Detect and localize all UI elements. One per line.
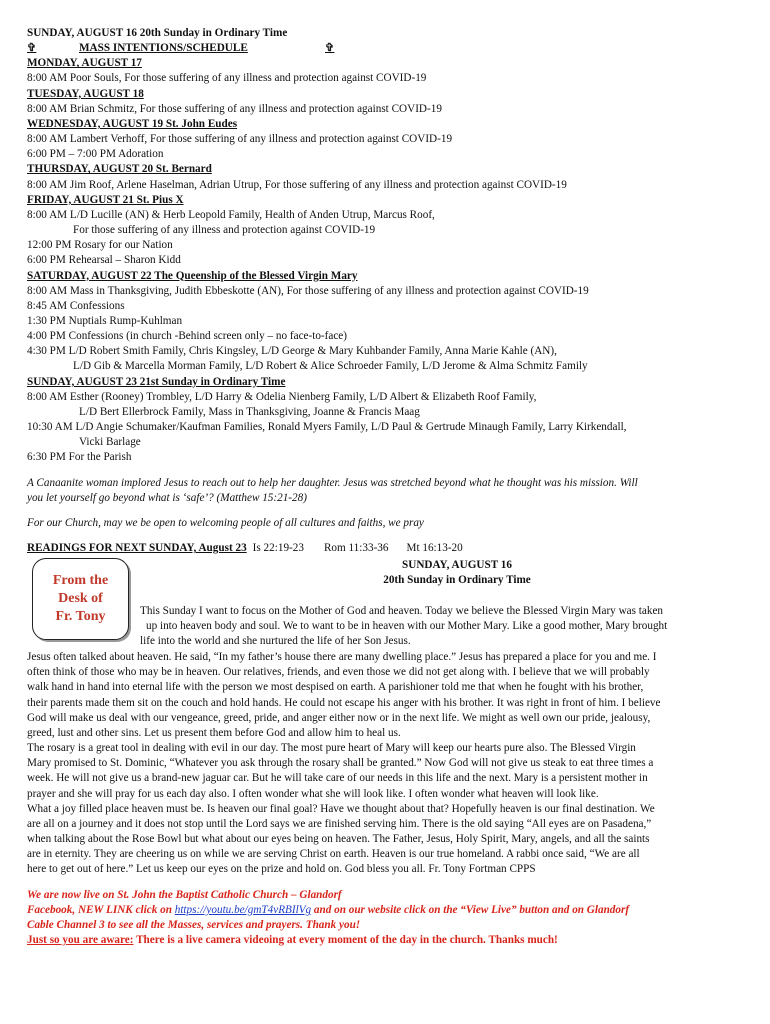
reading-ref: Mt 16:13-20: [406, 542, 463, 554]
reading-ref: Rom 11:33-36: [323, 542, 389, 554]
day-heading: MONDAY, AUGUST 17: [27, 57, 142, 70]
schedule-line: 4:30 PM L/D Robert Smith Family, Chris Kingsley, L/D George & Mary Kuhbander Family, Anna Marie Kahle (AN),: [27, 345, 557, 358]
schedule-line: L/D Gib & Marcella Morman Family, L/D Robert & Alice Schroeder Family, L/D Jerome & Alma Schmitz Family: [73, 360, 588, 373]
day-heading: TUESDAY, AUGUST 18: [27, 87, 144, 100]
reading-ref: Is 22:19-23: [252, 542, 304, 554]
schedule-title: SUNDAY, AUGUST 16 20th Sunday in Ordinary Time: [27, 27, 288, 39]
day-heading: THURSDAY, AUGUST 20 St. Bernard: [27, 163, 212, 176]
schedule-line: 8:00 AM L/D Lucille (AN) & Herb Leopold Family, Health of Anden Utrup, Marcus Roof,: [27, 208, 435, 221]
camera-notice: Just so you are aware: There is a live camera videoing at every moment of the day in the church. Thanks much!: [27, 933, 558, 946]
bulletin-page: [27, 26, 745, 948]
from-the-desk-box: From the Desk of Fr. Tony: [32, 558, 129, 640]
schedule-line: 8:00 AM Mass in Thanksgiving, Judith Ebbeskotte (AN), For those suffering of any illness and protection against COVID-19: [27, 284, 589, 297]
desk-intro: This Sunday I want to focus on the Mother of God and heaven. Today we believe the Blessed Virgin Mary was taken up into heaven body and soul. We to want to be in heaven with our Mother Mary. Like a good mother, Mary brought life into the world and she nurtured the life of her Son Jesus.: [140, 605, 668, 648]
cross-icon: ✞: [27, 42, 37, 55]
live-notice: Facebook, NEW LINK click on https://youtu.be/gmT4vRBIlVg and on our website click on the “View Live” button and on Glandorf: [27, 903, 630, 916]
desk-section: [27, 556, 745, 656]
schedule-line: 6:00 PM Rehearsal – Sharon Kidd: [27, 254, 181, 267]
mass-intentions-heading: ✞ MASS INTENTIONS/SCHEDULE ✞: [27, 41, 337, 56]
schedule-line: 8:45 AM Confessions: [27, 299, 125, 312]
schedule-line: 8:00 AM Esther (Rooney) Trombley, L/D Harry & Odelia Nienberg Family, L/D Albert & Elizabeth Roof Family,: [27, 390, 537, 403]
schedule-line: 8:00 AM Jim Roof, Arlene Haselman, Adrian Utrup, For those suffering of any illness and protection against COVID-19: [27, 178, 567, 191]
schedule-line: 12:00 PM Rosary for our Nation: [27, 239, 173, 252]
cross-icon: ✞: [325, 42, 335, 55]
day-heading: SATURDAY, AUGUST 22 The Queenship of the Blessed Virgin Mary: [27, 269, 358, 282]
live-notice: We are now live on St. John the Baptist Catholic Church – Glandorf: [27, 888, 342, 901]
schedule-line: 6:30 PM For the Parish: [27, 451, 132, 464]
readings-line: [27, 541, 745, 556]
schedule-line: 6:00 PM – 7:00 PM Adoration: [27, 148, 164, 161]
prayer-text: For our Church, may we be open to welcoming people of all cultures and faiths, we pray: [27, 516, 424, 529]
day-heading: SUNDAY, AUGUST 23 21st Sunday in Ordinary Time: [27, 375, 286, 388]
desk-body: Jesus often talked about heaven. He said, “In my father’s house there are many dwelling place.” Jesus has prepared a place for you and me. I often think of those who may be in heaven. Our relatives, friends, and even those we did not get along with. I believe that we will probably walk hand in hand into eternal life with the person we most despised on earth. A parishioner told me that when he fought with his brother, their parents made them sit on the couch and hold hands. He could not escape his anger with his brother. It was right in front of him. I believe God will make us deal with our vengeance, greed, pride, and anger either now or in the next life. We might as well own our pride, jealousy, greed, lust and other sins. Let us present them before God and allow him to heal us. The rosary is a great tool in dealing with evil in our day. The most pure heart of Mary will keep our hearts pure also. The Blessed Virgin Mary promised to St. Dominic, “Whatever you ask through the rosary shall be granted.” Now God will not give us steak to eat three times a week. He will not give us a brand-new jaguar car. But he will take care of our needs in this life and the next. Mary is a persistent mother in prayer and she will pray for us each day also. I often wonder what she will look like. I often wonder what heaven will look like. What a joy filled place heaven must be. Is heaven our final goal? Have we thought about that? Hopefully heaven is our final destination. We are all on a journey and it does not stop until the Lord says we are finished serving him. There is the old saying “All eyes are on Pasadena,” when talking about the Rose Bowl but what about our eyes being on heaven. The Father, Jesus, Holy Spirit, Mary, angels, and all the saints are in eternity. They are cheering us on while we are serving Christ on earth. Heaven is our true homeland. A rabbi once said, “We are all here to get out of here.” Let us keep our eyes on the prize and hold on. God bless you all. Fr. Tony Fortman CPPS: [27, 651, 661, 876]
live-notice: Cable Channel 3 to see all the Masses, services and prayers. Thank you!: [27, 918, 361, 931]
youtube-link[interactable]: https://youtu.be/gmT4vRBIlVg: [174, 903, 312, 916]
schedule-line: 4:00 PM Confessions (in church -Behind screen only – no face-to-face): [27, 330, 347, 343]
schedule-line: 10:30 AM L/D Angie Schumaker/Kaufman Families, Ronald Myers Family, L/D Paul & Gertrude Minaugh Family, Larry Kirkendall,: [27, 421, 627, 434]
readings-label: READINGS FOR NEXT SUNDAY, August 23: [27, 542, 247, 554]
desk-heading: SUNDAY, AUGUST 16 20th Sunday in Ordinary Time: [383, 559, 531, 587]
schedule-line: Vicki Barlage: [79, 436, 141, 449]
day-heading: FRIDAY, AUGUST 21 St. Pius X: [27, 193, 184, 206]
schedule-line: 1:30 PM Nuptials Rump-Kuhlman: [27, 314, 183, 327]
schedule-line: 8:00 AM Lambert Verhoff, For those suffering of any illness and protection against COVID-19: [27, 133, 453, 146]
schedule-line: 8:00 AM Brian Schmitz, For those suffering of any illness and protection against COVID-19: [27, 102, 442, 115]
schedule-line: 8:00 AM Poor Souls, For those suffering of any illness and protection against COVID-19: [27, 72, 427, 85]
schedule-line: For those suffering of any illness and protection against COVID-19: [73, 224, 376, 237]
reflection-text: A Canaanite woman implored Jesus to reach out to help her daughter. Jesus was stretched beyond what he thought was his mission. Will: [27, 476, 638, 489]
day-heading: WEDNESDAY, AUGUST 19 St. John Eudes: [27, 117, 238, 130]
schedule-line: L/D Bert Ellerbrock Family, Mass in Thanksgiving, Joanne & Francis Maag: [79, 405, 420, 418]
reflection-text: you let yourself go beyond what is ‘safe’? (Matthew 15:21-28): [27, 491, 307, 504]
